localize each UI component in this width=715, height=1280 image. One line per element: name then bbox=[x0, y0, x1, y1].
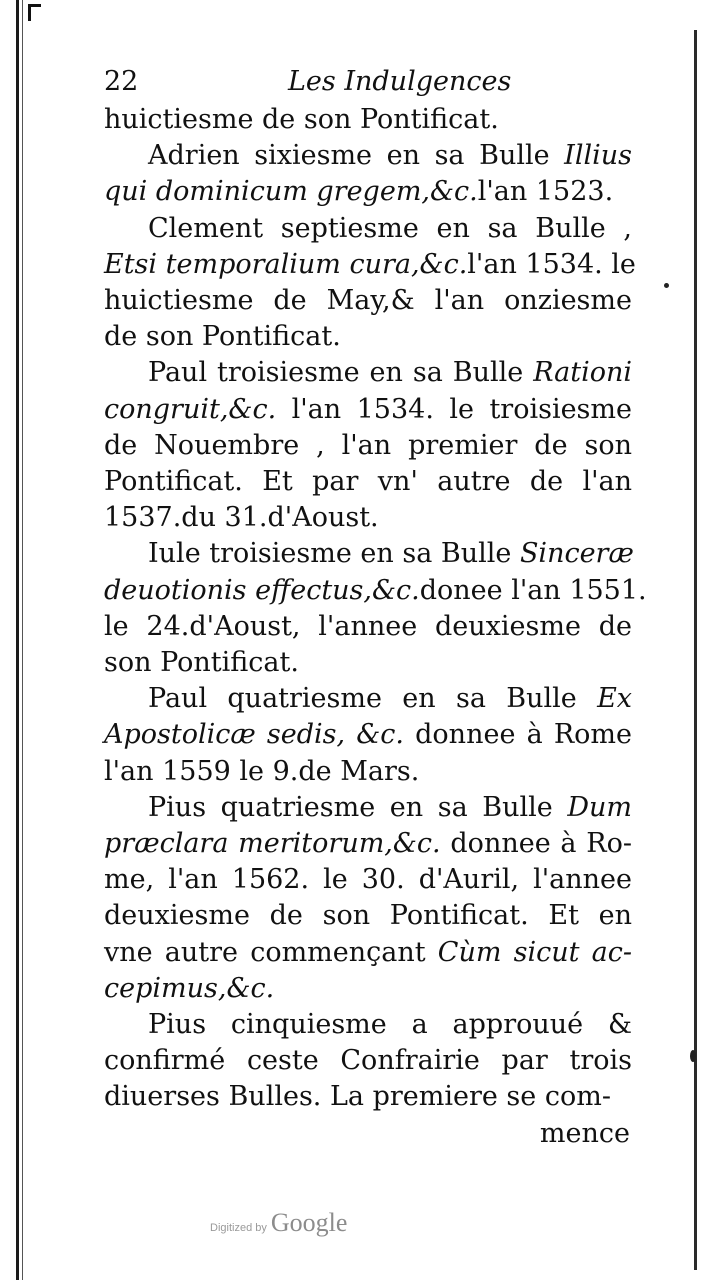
text-line bbox=[104, 826, 632, 862]
text-line bbox=[104, 283, 632, 319]
text-segment: Clement septiesme en sa Bulle , bbox=[148, 212, 632, 244]
text-segment: deuxiesme de son Pontificat. Et en bbox=[104, 900, 632, 932]
text-line bbox=[104, 717, 632, 753]
text-segment: 1537.du 31.d'Aoust. bbox=[104, 502, 379, 534]
text-line bbox=[104, 102, 632, 138]
text-line bbox=[104, 392, 632, 428]
text-line bbox=[104, 609, 632, 645]
italic-segment: congruit,&c. bbox=[104, 393, 277, 425]
page-number: 22 bbox=[104, 66, 139, 97]
google-logo: Google bbox=[270, 1208, 348, 1237]
text-line bbox=[104, 211, 632, 247]
text-segment: le 24.d'Aoust, l'annee deuxiesme de bbox=[104, 610, 632, 642]
text-line bbox=[104, 138, 632, 174]
text-line bbox=[104, 1043, 632, 1079]
paragraph bbox=[104, 211, 636, 356]
text-line bbox=[104, 355, 632, 391]
text-segment: confirmé ceste Confrairie par trois bbox=[104, 1045, 632, 1077]
paragraph bbox=[104, 790, 632, 1007]
paragraph bbox=[104, 102, 632, 138]
italic-segment: Rationi bbox=[533, 357, 632, 389]
text-line bbox=[104, 428, 632, 464]
italic-segment: præclara meritorum,&c. bbox=[104, 828, 441, 860]
text-segment: l'an 1534. le troisiesme bbox=[276, 393, 632, 425]
italic-segment: qui dominicum gregem,&c. bbox=[104, 176, 478, 208]
paragraph bbox=[104, 536, 647, 681]
text-segment: l'an 1523. bbox=[477, 176, 614, 208]
text-line bbox=[104, 898, 632, 934]
text-line bbox=[104, 536, 632, 572]
text-segment: l'an 1559 le 9.de Mars. bbox=[104, 755, 420, 787]
text-segment: donee l'an 1551. bbox=[419, 574, 647, 606]
text-line bbox=[104, 935, 632, 971]
digitization-watermark bbox=[210, 1208, 347, 1238]
catchword: mence bbox=[539, 1117, 630, 1149]
text-line bbox=[104, 790, 632, 826]
text-segment: Pius quatriesme en sa Bulle bbox=[148, 791, 568, 823]
text-line bbox=[104, 464, 632, 500]
text-line bbox=[104, 500, 632, 536]
digitized-by-label: Digitized by bbox=[210, 1222, 267, 1234]
italic-segment: Apostolicæ sedis, &c. bbox=[104, 719, 404, 751]
text-segment: huictiesme de son Pontificat. bbox=[104, 104, 499, 135]
italic-segment: cepimus,&c. bbox=[104, 972, 275, 1004]
text-segment: me, l'an 1562. le 30. d'Auril, l'annee bbox=[104, 864, 632, 896]
text-segment: Pius cinquiesme a approuué & bbox=[148, 1009, 632, 1041]
paragraph bbox=[104, 355, 632, 536]
italic-segment: Illius bbox=[564, 140, 632, 172]
book-page bbox=[104, 62, 647, 1152]
text-segment: de son Pontificat. bbox=[104, 321, 341, 353]
text-segment: donnee à Ro- bbox=[440, 828, 632, 860]
italic-segment: Sinceræ bbox=[519, 538, 634, 570]
text-segment: huictiesme de May,& l'an onziesme bbox=[104, 285, 632, 317]
text-line bbox=[104, 1079, 632, 1115]
corner-mark bbox=[28, 4, 41, 21]
paragraph bbox=[104, 1007, 632, 1116]
text-line bbox=[104, 754, 632, 790]
italic-segment: Etsi temporalium cura,&c. bbox=[104, 248, 468, 280]
left-binding-edge-inner bbox=[22, 0, 23, 1280]
text-segment: donnee à Rome bbox=[404, 719, 632, 751]
text-segment: diuerses Bulles. La premiere se com- bbox=[104, 1081, 611, 1113]
text-segment: de Nouembre , l'an premier de son bbox=[104, 429, 632, 461]
paragraph bbox=[104, 138, 632, 210]
italic-segment: Cùm sicut ac- bbox=[437, 936, 632, 968]
text-segment: Paul troisiesme en sa Bulle bbox=[148, 357, 534, 389]
ink-speck bbox=[664, 283, 669, 288]
italic-segment: deuotionis effectus,&c. bbox=[104, 574, 420, 606]
text-segment: son Pontificat. bbox=[104, 647, 299, 679]
text-segment: Pontificat. Et par vn' autre de l'an bbox=[104, 466, 632, 498]
text-segment: vne autre commençant bbox=[104, 936, 438, 968]
text-line bbox=[104, 862, 632, 898]
text-line bbox=[104, 247, 636, 283]
running-head: Les Indulgences bbox=[288, 66, 512, 97]
italic-segment: Ex bbox=[597, 683, 632, 715]
italic-segment: Dum bbox=[567, 791, 632, 823]
text-line bbox=[104, 573, 647, 609]
left-binding-edge bbox=[16, 0, 19, 1280]
text-segment: Paul quatriesme en sa Bulle bbox=[148, 683, 598, 715]
text-line bbox=[104, 319, 632, 355]
paragraph bbox=[104, 681, 632, 790]
text-line bbox=[104, 645, 632, 681]
body-text bbox=[104, 102, 647, 1116]
text-line bbox=[104, 971, 632, 1007]
ink-speck bbox=[690, 1050, 696, 1062]
text-line bbox=[104, 1007, 632, 1043]
text-segment: l'an 1534. le bbox=[467, 248, 636, 280]
text-line bbox=[104, 174, 632, 210]
text-segment: Adrien sixiesme en sa Bulle bbox=[148, 140, 565, 172]
page-header bbox=[104, 62, 632, 102]
right-page-edge bbox=[694, 30, 697, 1270]
text-segment: Iule troisiesme en sa Bulle bbox=[148, 538, 520, 570]
text-line bbox=[104, 681, 632, 717]
